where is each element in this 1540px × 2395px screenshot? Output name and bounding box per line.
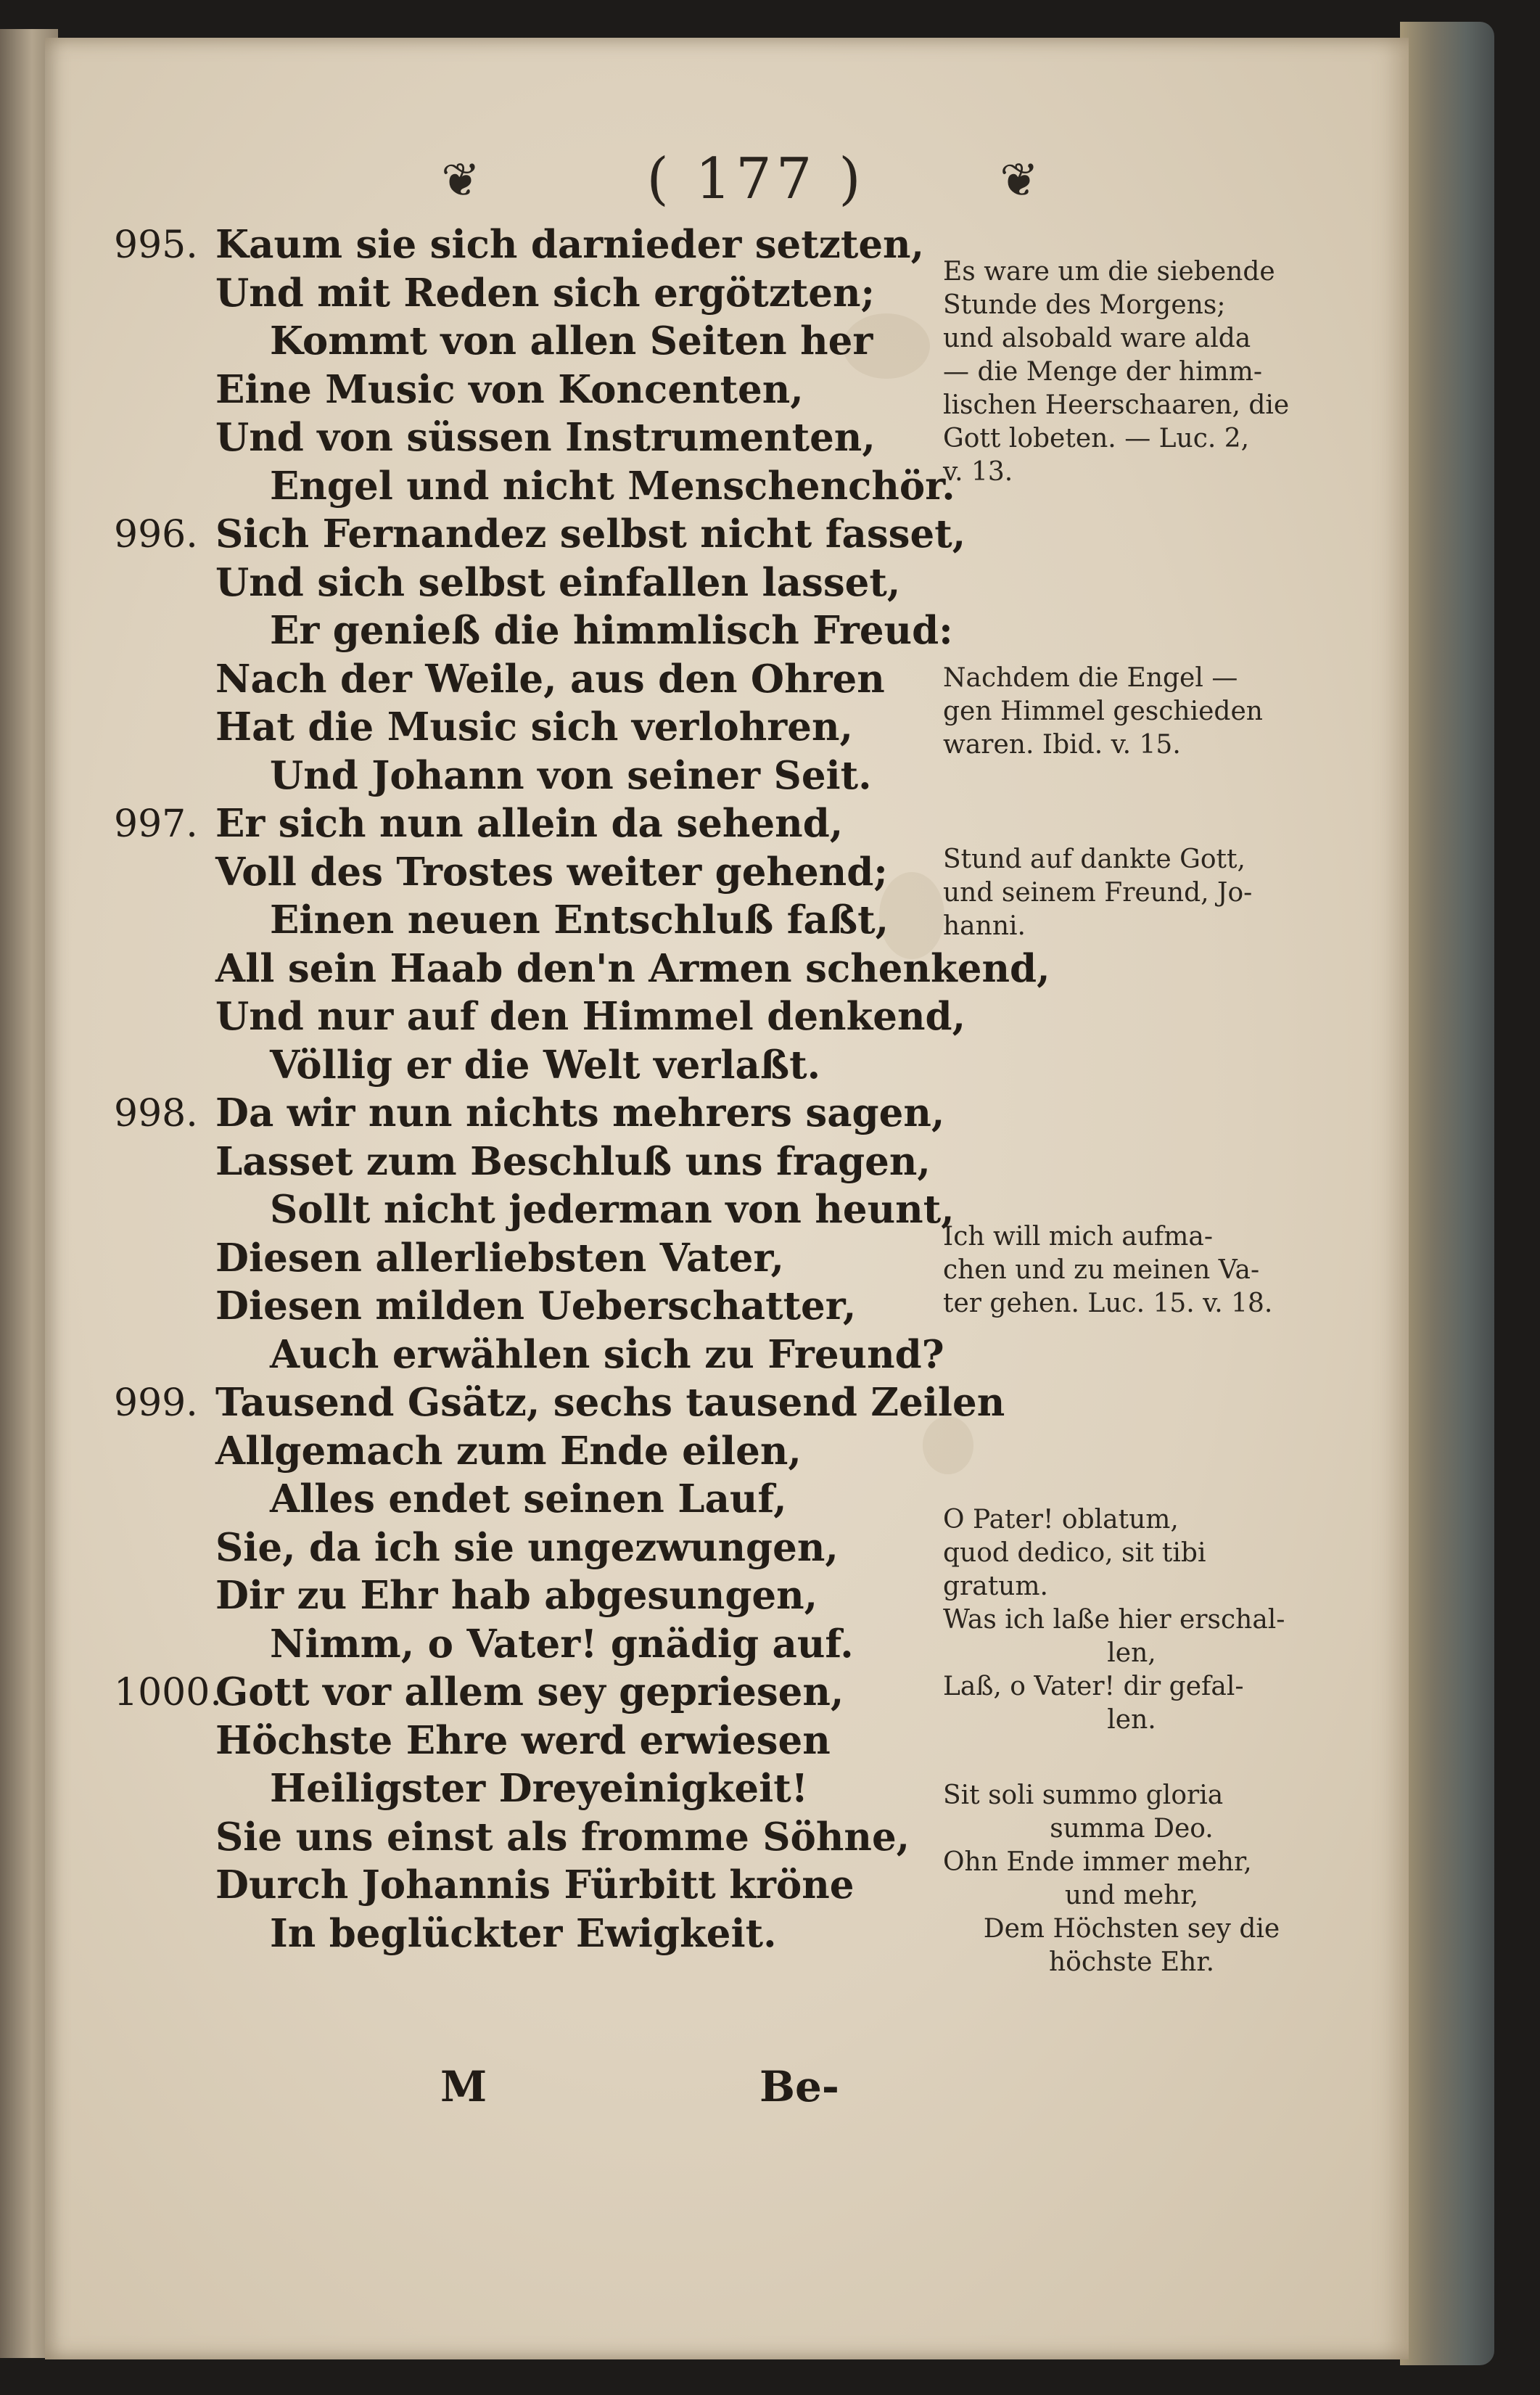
verse-line: [114, 366, 941, 414]
verse-text: Sie uns einst als fromme Söhne,: [215, 1814, 910, 1860]
verse-number: 997.: [114, 802, 198, 846]
marginal-note: [943, 843, 1320, 943]
note-line: Ohn Ende immer mehr,: [943, 1847, 1252, 1877]
verse-line: [114, 1572, 941, 1620]
note-line: v. 13.: [943, 457, 1013, 487]
verse-line: [114, 1186, 955, 1234]
verse-text: Allgemach zum Ende eilen,: [215, 1428, 802, 1474]
book-page: [45, 38, 1409, 2359]
verse-line: [114, 269, 941, 318]
note-line: Dem Höchsten sey die: [983, 1914, 1280, 1944]
verse-line: [114, 1524, 941, 1572]
note-line: quod dedico, sit tibi: [943, 1538, 1206, 1568]
note-line: summa Deo.: [1050, 1814, 1214, 1844]
verse-number: 998.: [114, 1092, 198, 1135]
verse-number: 995.: [114, 223, 198, 267]
catchword: Be-: [759, 2062, 839, 2111]
verse-text: All sein Haab den'n Armen schenkend,: [215, 945, 1050, 991]
verse-text: Engel und nicht Menschenchör.: [270, 463, 955, 509]
verse-text: Alles endet seinen Lauf,: [270, 1476, 787, 1521]
page-number: ( 177 ): [646, 147, 865, 212]
verse-text: Durch Johannis Fürbitt kröne: [215, 1862, 855, 1907]
verse-number: 996.: [114, 513, 198, 556]
verse-text: Da wir nun nichts mehrers sagen,: [215, 1090, 945, 1135]
fleuron-icon: ❦: [1000, 154, 1039, 208]
note-line: Sit soli summo gloria: [943, 1780, 1224, 1810]
verse-number: 1000.: [114, 1671, 222, 1714]
verse-line: [114, 607, 953, 655]
verse-line: [114, 993, 966, 1041]
verse-text: Auch erwählen sich zu Freund?: [270, 1331, 944, 1377]
verse-text: Heiligster Dreyeinigkeit!: [270, 1766, 808, 1811]
marginal-note: [943, 1503, 1320, 1737]
verse-text: Nach der Weile, aus den Ohren: [215, 656, 885, 702]
verse-line: [114, 896, 941, 945]
verse-line: [114, 559, 941, 607]
verse-line: [114, 1475, 941, 1524]
verse-line: [114, 1813, 941, 1862]
marginal-note: [943, 1220, 1320, 1320]
verse-text: Und sich selbst einfallen lasset,: [215, 559, 901, 605]
verse-line: [114, 848, 941, 897]
fleuron-icon: ❦: [441, 154, 480, 208]
note-line: len.: [1107, 1705, 1156, 1735]
verse-line: [114, 462, 955, 511]
verse-line: [114, 1668, 941, 1717]
marginal-note: [943, 662, 1320, 762]
verse-text: Eine Music von Koncenten,: [215, 366, 804, 412]
verse-text: Einen neuen Entschluß faßt,: [270, 897, 889, 942]
verse-line: [114, 1427, 941, 1476]
marginal-note: [943, 255, 1320, 489]
verse-line: [114, 945, 1050, 993]
verse-line: [114, 1089, 945, 1138]
note-line: höchste Ehr.: [1048, 1947, 1215, 1977]
verse-line: [114, 1910, 941, 1958]
note-line: — die Menge der himm-: [943, 357, 1263, 387]
verse-line: [114, 221, 941, 269]
verse-text: Diesen allerliebsten Vater,: [215, 1235, 785, 1281]
verse-line: [114, 1282, 941, 1331]
note-line: Stunde des Morgens;: [943, 290, 1226, 320]
note-line: len,: [1107, 1638, 1156, 1668]
verse-line: [114, 703, 941, 752]
verse-text: Diesen milden Ueberschatter,: [215, 1283, 857, 1328]
verse-text: Tausend Gsätz, sechs tausend Zeilen: [215, 1380, 1005, 1425]
note-line: Was ich laße hier erschal-: [943, 1605, 1285, 1635]
note-line: gratum.: [943, 1572, 1048, 1601]
verse-line: [114, 1138, 941, 1186]
note-line: gen Himmel geschieden: [943, 697, 1263, 726]
note-line: und seinem Freund, Jo-: [943, 878, 1253, 908]
note-line: O Pater! oblatum,: [943, 1505, 1179, 1535]
note-line: Stund auf dankte Gott,: [943, 845, 1245, 874]
verse-line: [114, 1717, 941, 1765]
verse-text: Sie, da ich sie ungezwungen,: [215, 1524, 839, 1570]
verse-text: Sollt nicht jederman von heunt,: [270, 1187, 955, 1232]
verse-line: [114, 414, 941, 462]
note-line: hanni.: [943, 911, 1026, 941]
verse-line: [114, 1331, 944, 1379]
verse-text: Gott vor allem sey gepriesen,: [215, 1669, 844, 1714]
note-line: und alsobald ware alda: [943, 324, 1251, 353]
verse-text: Völlig er die Welt verlaßt.: [270, 1042, 821, 1088]
verse-text: In beglückter Ewigkeit.: [270, 1910, 777, 1956]
verse-line: [114, 1620, 941, 1669]
note-line: Laß, o Vater! dir gefal-: [943, 1672, 1244, 1701]
verse-text: Kommt von allen Seiten her: [270, 319, 873, 363]
verse-text: Und mit Reden sich ergötzten;: [215, 270, 876, 316]
verse-line: [114, 1861, 941, 1910]
book-edge-right: [1400, 22, 1494, 2365]
page-footer: [45, 2062, 1409, 2127]
note-line: lischen Heerschaaren, die: [943, 390, 1290, 420]
verse-line: [114, 510, 966, 559]
note-line: Es ware um die siebende: [943, 257, 1275, 287]
verse-text: Und von süssen Instrumenten,: [215, 415, 876, 460]
verse-text: Kaum sie sich darnieder setzten,: [215, 222, 925, 267]
verse-line: [114, 1041, 941, 1090]
note-line: Nachdem die Engel —: [943, 663, 1238, 693]
page-header: [429, 139, 1082, 219]
verse-text: Höchste Ehre werd erwiesen: [215, 1717, 831, 1763]
verse-text: Und Johann von seiner Seit.: [270, 752, 872, 798]
verse-text: Voll des Trostes weiter gehend;: [215, 849, 888, 895]
note-line: Ich will mich aufma-: [943, 1222, 1213, 1252]
verse-text: Er genieß die himmlisch Freud:: [270, 608, 953, 653]
verse-text: Hat die Music sich verlohren,: [215, 704, 853, 749]
verse-line: [114, 317, 941, 366]
verse-line: [114, 1765, 941, 1813]
verse-text: Er sich nun allein da sehend,: [215, 801, 844, 846]
note-line: chen und zu meinen Va-: [943, 1255, 1260, 1285]
verse-line: [114, 1234, 941, 1283]
verse-line: [114, 655, 941, 704]
marginal-note: [943, 1779, 1320, 1979]
verse-text: Dir zu Ehr hab abgesungen,: [215, 1573, 818, 1618]
verse-text: Und nur auf den Himmel denkend,: [215, 994, 966, 1039]
signature-mark: M: [440, 2062, 487, 2111]
note-line: ter gehen. Luc. 15. v. 18.: [943, 1289, 1273, 1318]
verse-line: [114, 800, 941, 848]
verse-text: Sich Fernandez selbst nicht fasset,: [215, 512, 966, 556]
verse-line: [114, 752, 941, 800]
verse-number: 999.: [114, 1381, 198, 1425]
note-line: Gott lobeten. — Luc. 2,: [943, 424, 1250, 453]
verse-text: Lasset zum Beschluß uns fragen,: [215, 1138, 931, 1184]
note-line: waren. Ibid. v. 15.: [943, 730, 1181, 760]
verse-text: Nimm, o Vater! gnädig auf.: [270, 1621, 854, 1667]
verse-line: [114, 1379, 1005, 1427]
note-line: und mehr,: [1064, 1881, 1199, 1910]
